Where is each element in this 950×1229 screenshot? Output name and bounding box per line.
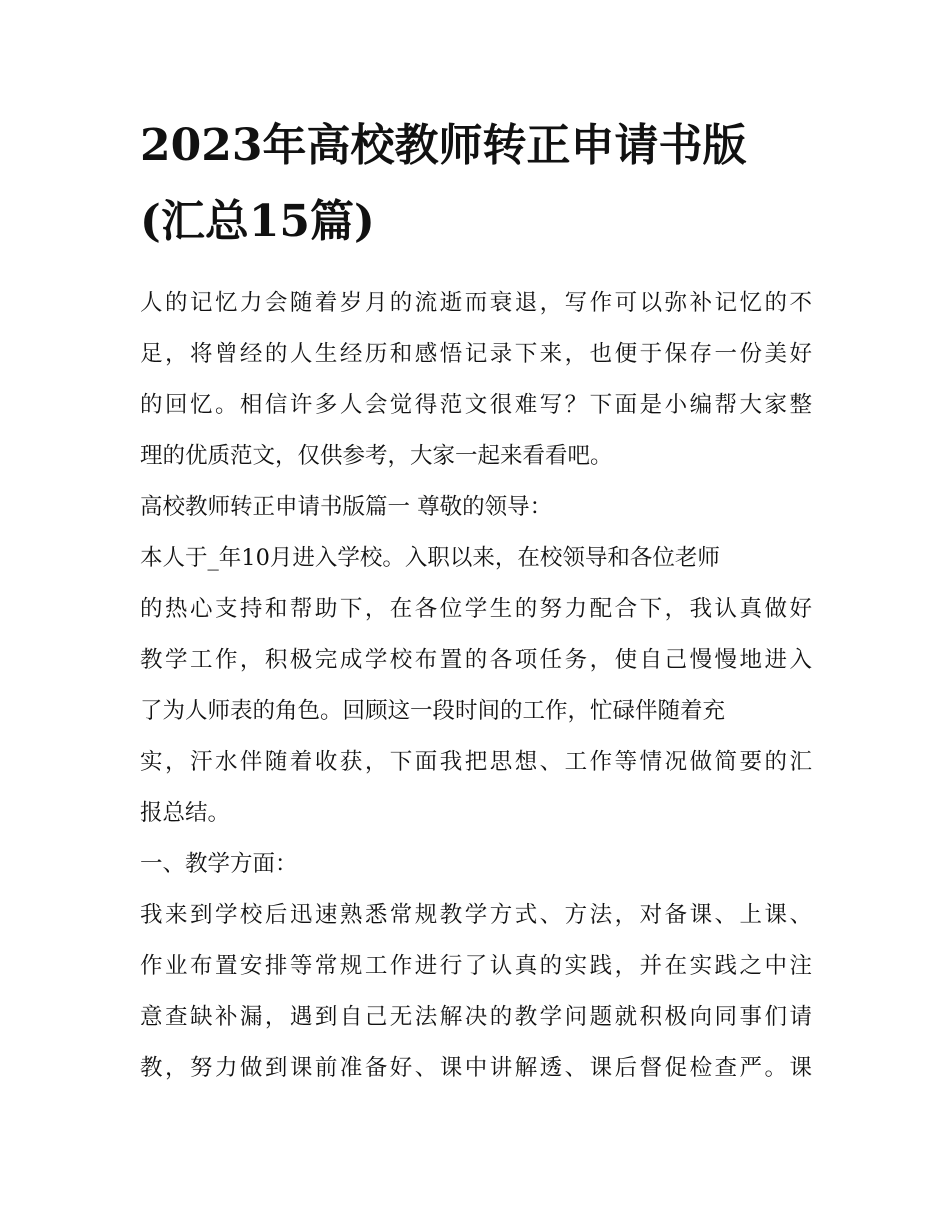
text-line: 作业布置安排等常规工作进行了认真的实践，并在实践之中注 bbox=[140, 953, 812, 979]
section-heading-paragraph bbox=[140, 482, 812, 533]
text-line: 教学工作，积极完成学校布置的各项任务，使自己慢慢地进入 bbox=[140, 647, 812, 673]
text-line: 的回忆。相信许多人会觉得范文很难写？下面是小编帮大家整 bbox=[140, 392, 812, 418]
text-line: 实，汗水伴随着收获，下面我把思想、工作等情况做简要的汇 bbox=[140, 749, 812, 775]
intro-paragraph bbox=[140, 278, 812, 482]
text-line: 的热心支持和帮助下，在各位学生的努力配合下，我认真做好 bbox=[140, 596, 812, 622]
text-line: 报总结。 bbox=[140, 800, 231, 826]
subsection-heading bbox=[140, 839, 812, 890]
document-title bbox=[140, 108, 812, 260]
body-paragraph bbox=[140, 890, 812, 1094]
title-line: (汇总15篇) bbox=[140, 196, 375, 247]
text-line: 意查缺补漏，遇到自己无法解决的教学问题就积极向同事们请 bbox=[140, 1004, 812, 1030]
text-line: 我来到学校后迅速熟悉常规教学方式、方法，对备课、上课、 bbox=[140, 902, 812, 928]
text-line: 理的优质范文，仅供参考，大家一起来看看吧。 bbox=[140, 443, 613, 469]
text-line: 高校教师转正申请书版篇一 尊敬的领导： bbox=[140, 494, 553, 520]
text-line: 本人于_年10月进入学校。入职以来，在校领导和各位老师 bbox=[140, 545, 720, 571]
document-page bbox=[140, 108, 812, 1094]
text-line: 了为人师表的角色。回顾这一段时间的工作，忙碌伴随着充 bbox=[140, 698, 726, 724]
text-line: 足，将曾经的人生经历和感悟记录下来，也便于保存一份美好 bbox=[140, 341, 812, 367]
text-line: 一、教学方面： bbox=[140, 851, 298, 877]
text-line: 教，努力做到课前准备好、课中讲解透、课后督促检查严。课 bbox=[140, 1055, 812, 1081]
body-paragraph bbox=[140, 533, 812, 839]
text-line: 人的记忆力会随着岁月的流逝而衰退，写作可以弥补记忆的不 bbox=[140, 290, 812, 316]
title-line: 2023年高校教师转正申请书版 bbox=[140, 120, 747, 171]
